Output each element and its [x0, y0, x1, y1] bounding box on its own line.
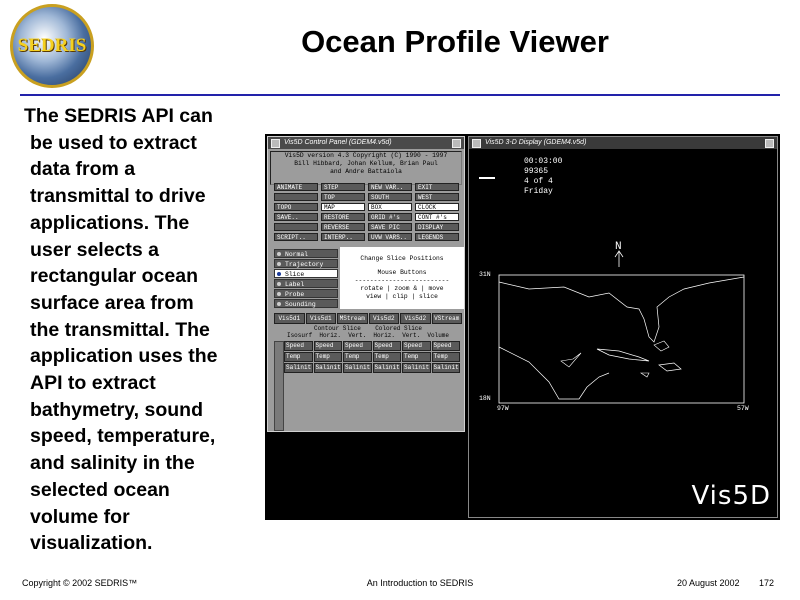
- body-line: speed, temperature,: [30, 425, 216, 448]
- mode-radio-trajectory[interactable]: Trajectory: [274, 259, 338, 268]
- version-header: [270, 151, 462, 185]
- jamaica-outline: [641, 373, 649, 377]
- control-button[interactable]: STEP: [321, 183, 365, 191]
- context-tab[interactable]: Vis5d1: [274, 313, 305, 324]
- control-panel-window: [267, 136, 465, 432]
- footer-date: 20 August 2002: [677, 578, 740, 588]
- control-button[interactable]: [274, 193, 318, 201]
- variable-toggle[interactable]: Temp: [314, 352, 343, 362]
- body-line: the transmittal. The: [30, 318, 210, 341]
- variable-scrollbar[interactable]: [274, 341, 284, 431]
- body-line: selected ocean: [30, 478, 170, 501]
- variable-toggle[interactable]: Speed: [343, 341, 372, 351]
- context-tab[interactable]: VStream: [432, 313, 463, 324]
- 3d-display-window[interactable]: [468, 136, 778, 518]
- context-tabs: [274, 313, 462, 324]
- body-line: rectangular ocean: [30, 265, 198, 288]
- mexico-coastline: [499, 347, 609, 399]
- variable-toggle[interactable]: Temp: [373, 352, 402, 362]
- control-button[interactable]: TOPO: [274, 203, 318, 211]
- variable-toggle[interactable]: Temp: [343, 352, 372, 362]
- context-tab[interactable]: Vis5d1: [306, 313, 337, 324]
- context-tab[interactable]: MStream: [337, 313, 368, 324]
- slice-header: [274, 325, 462, 339]
- variable-toggle[interactable]: Speed: [432, 341, 461, 351]
- body-line: bathymetry, sound: [30, 398, 203, 421]
- control-panel-title: Vis5D Control Panel (GDEM4.v5d): [284, 139, 392, 146]
- variable-toggle[interactable]: Temp: [402, 352, 431, 362]
- body-line: be used to extract: [30, 131, 197, 154]
- time-info-line: Friday: [524, 187, 553, 196]
- control-button[interactable]: MAP: [321, 203, 365, 211]
- domain-box: [499, 275, 744, 403]
- axis-label-bottom-x-right: 57W: [737, 405, 749, 412]
- slice-header-1: Contour Slice Colored Slice: [313, 325, 423, 332]
- variable-grid: [284, 341, 460, 373]
- body-line: volume for: [30, 505, 130, 528]
- control-button[interactable]: CONT #'s: [415, 213, 459, 221]
- control-button[interactable]: DISPLAY: [415, 223, 459, 231]
- body-line: The SEDRIS API can: [24, 105, 213, 127]
- title-divider: [20, 94, 780, 96]
- control-button[interactable]: NEW VAR..: [368, 183, 412, 191]
- body-text: [22, 103, 252, 557]
- cuba-outline: [597, 349, 649, 361]
- control-button[interactable]: UVW VARS..: [368, 233, 412, 241]
- body-line: application uses the: [30, 345, 218, 368]
- body-line: transmittal to drive: [30, 185, 206, 208]
- mode-info-panel: [340, 247, 464, 309]
- control-button[interactable]: ANIMATE: [274, 183, 318, 191]
- control-button[interactable]: SAVE..: [274, 213, 318, 221]
- footer-copyright: Copyright © 2002 SEDRIS™: [22, 578, 138, 588]
- mode-radio-group: [274, 249, 338, 309]
- variable-toggle[interactable]: Speed: [314, 341, 343, 351]
- axis-label-top-left: 31N: [479, 271, 491, 278]
- info-mouse-buttons: Mouse Buttons: [377, 269, 427, 276]
- info-separator: -------------------------: [354, 277, 450, 284]
- vis5d-screenshot: [265, 134, 780, 520]
- variable-toggle[interactable]: Salinit: [286, 364, 312, 371]
- info-actions-2: view | clip | slice: [366, 293, 438, 300]
- slice-header-2: Isosurf Horiz. Vert. Horiz. Vert. Volume: [286, 332, 450, 339]
- context-tab[interactable]: Vis5d2: [369, 313, 400, 324]
- control-button[interactable]: LEGENDS: [415, 233, 459, 241]
- context-tab[interactable]: Vis5d2: [400, 313, 431, 324]
- variable-toggle[interactable]: Salinit: [374, 364, 400, 371]
- info-actions-1: rotate | zoom & | move: [360, 285, 444, 292]
- mode-radio-label[interactable]: Label: [274, 279, 338, 288]
- control-button[interactable]: CLOCK: [415, 203, 459, 211]
- vis5d-watermark: Vis5D: [691, 481, 771, 511]
- variable-toggle[interactable]: Speed: [402, 341, 431, 351]
- control-button[interactable]: RESTORE: [321, 213, 365, 221]
- control-button[interactable]: BOX: [368, 203, 412, 211]
- body-line: API to extract: [30, 372, 156, 395]
- north-label: N: [615, 241, 622, 253]
- control-button[interactable]: [274, 223, 318, 231]
- variable-toggle[interactable]: Speed: [284, 341, 313, 351]
- control-button-grid: [274, 183, 462, 241]
- mode-radio-slice[interactable]: Slice: [274, 269, 338, 278]
- hispaniola-outline: [659, 363, 681, 371]
- version-line: Vis5D version 4.3 Copyright (C) 1990 - 1997: [284, 152, 448, 159]
- maximize-icon[interactable]: [452, 139, 461, 148]
- control-button[interactable]: SAVE PIC: [368, 223, 412, 231]
- display-title: Vis5D 3-D Display (GDEM4.v5d): [485, 139, 587, 146]
- time-info-line: 00:03:00: [524, 157, 563, 166]
- gulf-coastline: [499, 277, 744, 342]
- variable-toggle[interactable]: Salinit: [433, 364, 459, 371]
- variable-toggle[interactable]: Salinit: [404, 364, 430, 371]
- footer-center: An Introduction to SEDRIS: [366, 578, 474, 588]
- variable-toggle[interactable]: Salinit: [315, 364, 341, 371]
- time-info-line: 99365: [524, 167, 549, 176]
- slide-title: Ocean Profile Viewer: [301, 24, 609, 59]
- sedris-logo: [10, 4, 94, 88]
- control-button[interactable]: WEST: [415, 193, 459, 201]
- yucatan-outline: [561, 353, 581, 367]
- control-button[interactable]: TOP: [321, 193, 365, 201]
- map-view: [469, 137, 779, 519]
- control-button[interactable]: SOUTH: [368, 193, 412, 201]
- control-button[interactable]: SCRIPT..: [274, 233, 318, 241]
- control-button[interactable]: GRID #'s: [368, 213, 412, 221]
- body-line: and salinity in the: [30, 452, 195, 475]
- axis-label-bottom-left: 18N: [479, 395, 491, 402]
- variable-toggle[interactable]: Temp: [284, 352, 313, 362]
- authors-line: Bill Hibbard, Johan Kellum, Brian Paul: [294, 160, 438, 167]
- axis-label-bottom-x-left: 97W: [497, 405, 509, 412]
- footer-page: 172: [759, 578, 775, 588]
- variable-toggle[interactable]: Speed: [373, 341, 402, 351]
- control-button[interactable]: EXIT: [415, 183, 459, 191]
- body-line: surface area from: [30, 291, 194, 314]
- body-line: user selects a: [30, 238, 160, 261]
- mode-radio-normal[interactable]: Normal: [274, 249, 338, 258]
- logo-text: SEDRIS: [17, 35, 87, 56]
- time-info-line: 4 of 4: [524, 177, 553, 186]
- control-button[interactable]: REVERSE: [321, 223, 365, 231]
- body-line: visualization.: [30, 532, 153, 555]
- bahamas-outline: [654, 341, 669, 351]
- body-line: data from a: [30, 158, 136, 181]
- authors-line-2: and Andre Battaiola: [330, 168, 402, 175]
- control-button[interactable]: INTERP..: [321, 233, 365, 241]
- control-panel-titlebar[interactable]: [268, 137, 464, 149]
- body-line: applications. The: [30, 211, 190, 234]
- mode-radio-probe[interactable]: Probe: [274, 289, 338, 298]
- variable-toggle[interactable]: Salinit: [345, 364, 371, 371]
- info-title: Change Slice Positions: [360, 255, 444, 262]
- variable-toggle[interactable]: Temp: [432, 352, 461, 362]
- window-menu-icon[interactable]: [271, 139, 280, 148]
- mode-radio-sounding[interactable]: Sounding: [274, 299, 338, 308]
